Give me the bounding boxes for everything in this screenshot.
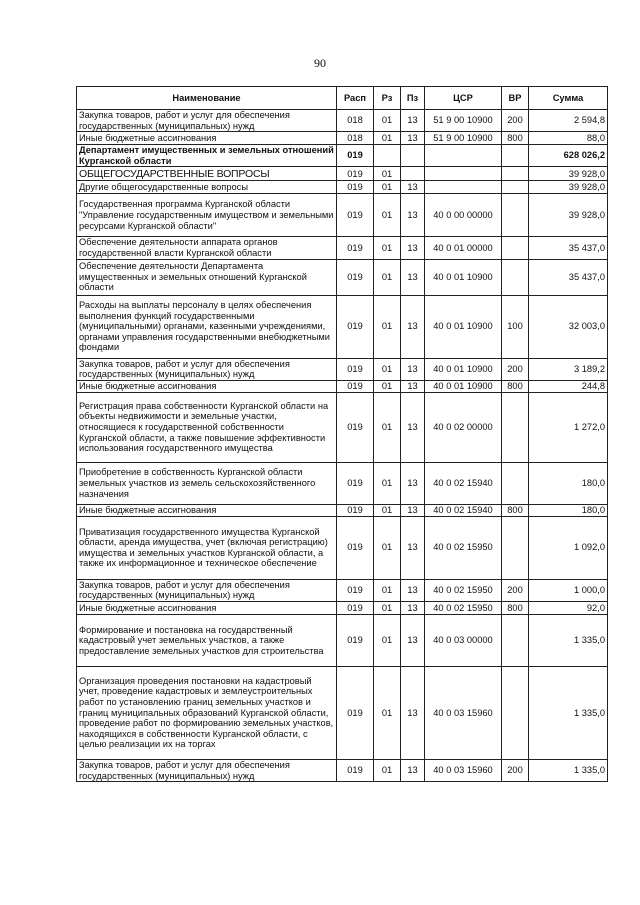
table-row bbox=[77, 380, 608, 392]
cell-rz: 01 bbox=[374, 392, 401, 462]
header-rz: Рз bbox=[374, 87, 401, 110]
cell-sum: 32 003,0 bbox=[529, 295, 608, 358]
cell-csr: 40 0 02 00000 bbox=[425, 392, 502, 462]
cell-vr: 100 bbox=[502, 295, 529, 358]
cell-csr: 40 0 01 10900 bbox=[425, 295, 502, 358]
cell-rz: 01 bbox=[374, 237, 401, 259]
cell-csr: 40 0 03 00000 bbox=[425, 614, 502, 666]
cell-pz bbox=[401, 145, 425, 167]
cell-rasp: 019 bbox=[337, 759, 374, 781]
cell-csr: 40 0 00 00000 bbox=[425, 194, 502, 237]
cell-vr: 200 bbox=[502, 759, 529, 781]
header-rasp: Расп bbox=[337, 87, 374, 110]
cell-rz: 01 bbox=[374, 462, 401, 504]
cell-pz: 13 bbox=[401, 462, 425, 504]
cell-rasp: 019 bbox=[337, 295, 374, 358]
cell-csr: 51 9 00 10900 bbox=[425, 110, 502, 132]
table-row bbox=[77, 259, 608, 295]
table-row bbox=[77, 392, 608, 462]
cell-csr: 40 0 02 15950 bbox=[425, 601, 502, 614]
cell-csr bbox=[425, 167, 502, 181]
header-csr: ЦСР bbox=[425, 87, 502, 110]
cell-name: Департамент имущественных и земельных отношений Курганской области bbox=[77, 145, 337, 167]
cell-csr: 40 0 01 10900 bbox=[425, 358, 502, 380]
cell-rasp: 019 bbox=[337, 392, 374, 462]
cell-sum: 1 335,0 bbox=[529, 666, 608, 759]
cell-csr: 40 0 01 00000 bbox=[425, 237, 502, 259]
table-row bbox=[77, 132, 608, 145]
cell-sum: 88,0 bbox=[529, 132, 608, 145]
cell-rz: 01 bbox=[374, 614, 401, 666]
table-row bbox=[77, 601, 608, 614]
table-header-row bbox=[77, 87, 608, 110]
cell-pz: 13 bbox=[401, 601, 425, 614]
cell-rz: 01 bbox=[374, 295, 401, 358]
cell-name: Организация проведения постановки на кадастровый учет, проведение кадастровых и землеустроительных работ по установлению границ земельных участков и границ муниципальных образований Курганской области, проведение работ по формированию земельных участков, находящихся в собственности Курганской области, с целью реализации их на торгах bbox=[77, 666, 337, 759]
cell-rz: 01 bbox=[374, 579, 401, 601]
cell-name: Формирование и постановка на государственный кадастровый учет земельных участков, а также предоставление земельных участков для строительства bbox=[77, 614, 337, 666]
cell-rasp: 019 bbox=[337, 237, 374, 259]
cell-name: Расходы на выплаты персоналу в целях обеспечения выполнения функций государственными (муниципальными) органами, казенными учреждениями, органами управления государственными внебюджетными фондами bbox=[77, 295, 337, 358]
cell-rasp: 019 bbox=[337, 259, 374, 295]
cell-pz bbox=[401, 167, 425, 181]
cell-rasp: 018 bbox=[337, 132, 374, 145]
cell-name: Закупка товаров, работ и услуг для обеспечения государственных (муниципальных) нужд bbox=[77, 579, 337, 601]
cell-pz: 13 bbox=[401, 666, 425, 759]
header-pz: Пз bbox=[401, 87, 425, 110]
cell-name: ОБЩЕГОСУДАРСТВЕННЫЕ ВОПРОСЫ bbox=[77, 167, 337, 181]
cell-rz: 01 bbox=[374, 194, 401, 237]
cell-name: Обеспечение деятельности Департамента имущественных и земельных отношений Курганской области bbox=[77, 259, 337, 295]
cell-rasp: 019 bbox=[337, 601, 374, 614]
cell-sum: 180,0 bbox=[529, 504, 608, 516]
cell-pz: 13 bbox=[401, 237, 425, 259]
cell-sum: 92,0 bbox=[529, 601, 608, 614]
cell-csr: 40 0 03 15960 bbox=[425, 666, 502, 759]
cell-rz: 01 bbox=[374, 380, 401, 392]
cell-rz: 01 bbox=[374, 181, 401, 194]
cell-pz: 13 bbox=[401, 132, 425, 145]
cell-vr bbox=[502, 167, 529, 181]
cell-sum: 1 335,0 bbox=[529, 614, 608, 666]
page-number: 90 bbox=[314, 56, 326, 70]
cell-pz: 13 bbox=[401, 504, 425, 516]
cell-vr bbox=[502, 462, 529, 504]
cell-rz bbox=[374, 145, 401, 167]
cell-sum: 1 092,0 bbox=[529, 516, 608, 579]
cell-vr bbox=[502, 666, 529, 759]
cell-sum: 39 928,0 bbox=[529, 194, 608, 237]
cell-rz: 01 bbox=[374, 666, 401, 759]
cell-name: Иные бюджетные ассигнования bbox=[77, 601, 337, 614]
cell-vr bbox=[502, 145, 529, 167]
cell-csr: 40 0 01 10900 bbox=[425, 259, 502, 295]
cell-name: Приобретение в собственность Курганской области земельных участков из земель сельскохозяйственного назначения bbox=[77, 462, 337, 504]
cell-pz: 13 bbox=[401, 259, 425, 295]
table-row bbox=[77, 614, 608, 666]
table-row bbox=[77, 295, 608, 358]
cell-csr: 40 0 02 15940 bbox=[425, 504, 502, 516]
cell-rasp: 019 bbox=[337, 181, 374, 194]
cell-vr bbox=[502, 516, 529, 579]
cell-sum: 1 272,0 bbox=[529, 392, 608, 462]
cell-rasp: 019 bbox=[337, 614, 374, 666]
cell-pz: 13 bbox=[401, 194, 425, 237]
cell-csr bbox=[425, 145, 502, 167]
cell-rasp: 019 bbox=[337, 380, 374, 392]
cell-csr: 40 0 02 15950 bbox=[425, 579, 502, 601]
cell-pz: 13 bbox=[401, 295, 425, 358]
header-vr: ВР bbox=[502, 87, 529, 110]
cell-vr bbox=[502, 237, 529, 259]
cell-vr: 200 bbox=[502, 579, 529, 601]
cell-vr: 800 bbox=[502, 504, 529, 516]
cell-name: Обеспечение деятельности аппарата органов государственной власти Курганской области bbox=[77, 237, 337, 259]
cell-rasp: 019 bbox=[337, 194, 374, 237]
cell-vr: 200 bbox=[502, 110, 529, 132]
cell-rz: 01 bbox=[374, 504, 401, 516]
cell-rasp: 019 bbox=[337, 516, 374, 579]
cell-vr bbox=[502, 194, 529, 237]
cell-pz: 13 bbox=[401, 516, 425, 579]
cell-pz: 13 bbox=[401, 759, 425, 781]
table-row bbox=[77, 167, 608, 181]
cell-pz: 13 bbox=[401, 110, 425, 132]
cell-sum: 1 000,0 bbox=[529, 579, 608, 601]
budget-table bbox=[76, 86, 608, 782]
cell-pz: 13 bbox=[401, 380, 425, 392]
table-row bbox=[77, 145, 608, 167]
cell-pz: 13 bbox=[401, 392, 425, 462]
cell-sum: 180,0 bbox=[529, 462, 608, 504]
cell-csr: 40 0 02 15940 bbox=[425, 462, 502, 504]
cell-sum: 628 026,2 bbox=[529, 145, 608, 167]
cell-rz: 01 bbox=[374, 132, 401, 145]
cell-rasp: 019 bbox=[337, 462, 374, 504]
table-row bbox=[77, 181, 608, 194]
cell-sum: 35 437,0 bbox=[529, 259, 608, 295]
cell-rasp: 019 bbox=[337, 579, 374, 601]
cell-sum: 1 335,0 bbox=[529, 759, 608, 781]
cell-vr bbox=[502, 614, 529, 666]
cell-vr bbox=[502, 181, 529, 194]
cell-csr: 40 0 02 15950 bbox=[425, 516, 502, 579]
cell-sum: 3 189,2 bbox=[529, 358, 608, 380]
cell-vr: 800 bbox=[502, 132, 529, 145]
cell-name: Иные бюджетные ассигнования bbox=[77, 380, 337, 392]
cell-vr: 800 bbox=[502, 380, 529, 392]
cell-name: Закупка товаров, работ и услуг для обеспечения государственных (муниципальных) нужд bbox=[77, 358, 337, 380]
cell-rz: 01 bbox=[374, 167, 401, 181]
header-sum: Сумма bbox=[529, 87, 608, 110]
cell-csr: 51 9 00 10900 bbox=[425, 132, 502, 145]
cell-csr: 40 0 03 15960 bbox=[425, 759, 502, 781]
table-row bbox=[77, 759, 608, 781]
cell-rz: 01 bbox=[374, 516, 401, 579]
cell-name: Приватизация государственного имущества Курганской области, аренда имущества, учет (включая регистрацию) имущества и земельных участков Курганской области, а также их информационное и техническое обеспечение bbox=[77, 516, 337, 579]
cell-rz: 01 bbox=[374, 759, 401, 781]
cell-rz: 01 bbox=[374, 601, 401, 614]
cell-name: Закупка товаров, работ и услуг для обеспечения государственных (муниципальных) нужд bbox=[77, 110, 337, 132]
table-row bbox=[77, 579, 608, 601]
table-body bbox=[77, 110, 608, 782]
table-row bbox=[77, 462, 608, 504]
table-row bbox=[77, 194, 608, 237]
cell-csr bbox=[425, 181, 502, 194]
cell-sum: 39 928,0 bbox=[529, 181, 608, 194]
cell-vr bbox=[502, 259, 529, 295]
table-row bbox=[77, 666, 608, 759]
cell-name: Закупка товаров, работ и услуг для обеспечения государственных (муниципальных) нужд bbox=[77, 759, 337, 781]
cell-rasp: 018 bbox=[337, 110, 374, 132]
cell-rasp: 019 bbox=[337, 167, 374, 181]
table-row bbox=[77, 110, 608, 132]
cell-sum: 39 928,0 bbox=[529, 167, 608, 181]
table-row bbox=[77, 504, 608, 516]
cell-name: Иные бюджетные ассигнования bbox=[77, 504, 337, 516]
table-row bbox=[77, 516, 608, 579]
cell-pz: 13 bbox=[401, 579, 425, 601]
cell-name: Регистрация права собственности Курганской области на объекты недвижимости и земельные участки, относящиеся к государственной собственности Курганской области, а также повышение эффективности использования государственного имущества bbox=[77, 392, 337, 462]
table-row bbox=[77, 237, 608, 259]
cell-vr: 200 bbox=[502, 358, 529, 380]
cell-rz: 01 bbox=[374, 259, 401, 295]
cell-name: Другие общегосударственные вопросы bbox=[77, 181, 337, 194]
cell-rasp: 019 bbox=[337, 504, 374, 516]
cell-sum: 2 594,8 bbox=[529, 110, 608, 132]
cell-pz: 13 bbox=[401, 358, 425, 380]
cell-name: Иные бюджетные ассигнования bbox=[77, 132, 337, 145]
cell-vr: 800 bbox=[502, 601, 529, 614]
table-row bbox=[77, 358, 608, 380]
cell-rasp: 019 bbox=[337, 145, 374, 167]
cell-name: Государственная программа Курганской области "Управление государственным имуществом и земельными ресурсами Курганской области" bbox=[77, 194, 337, 237]
cell-sum: 244,8 bbox=[529, 380, 608, 392]
cell-rz: 01 bbox=[374, 358, 401, 380]
header-name: Наименование bbox=[77, 87, 337, 110]
cell-pz: 13 bbox=[401, 614, 425, 666]
cell-vr bbox=[502, 392, 529, 462]
cell-rasp: 019 bbox=[337, 666, 374, 759]
cell-rz: 01 bbox=[374, 110, 401, 132]
cell-pz: 13 bbox=[401, 181, 425, 194]
cell-rasp: 019 bbox=[337, 358, 374, 380]
cell-csr: 40 0 01 10900 bbox=[425, 380, 502, 392]
cell-sum: 35 437,0 bbox=[529, 237, 608, 259]
